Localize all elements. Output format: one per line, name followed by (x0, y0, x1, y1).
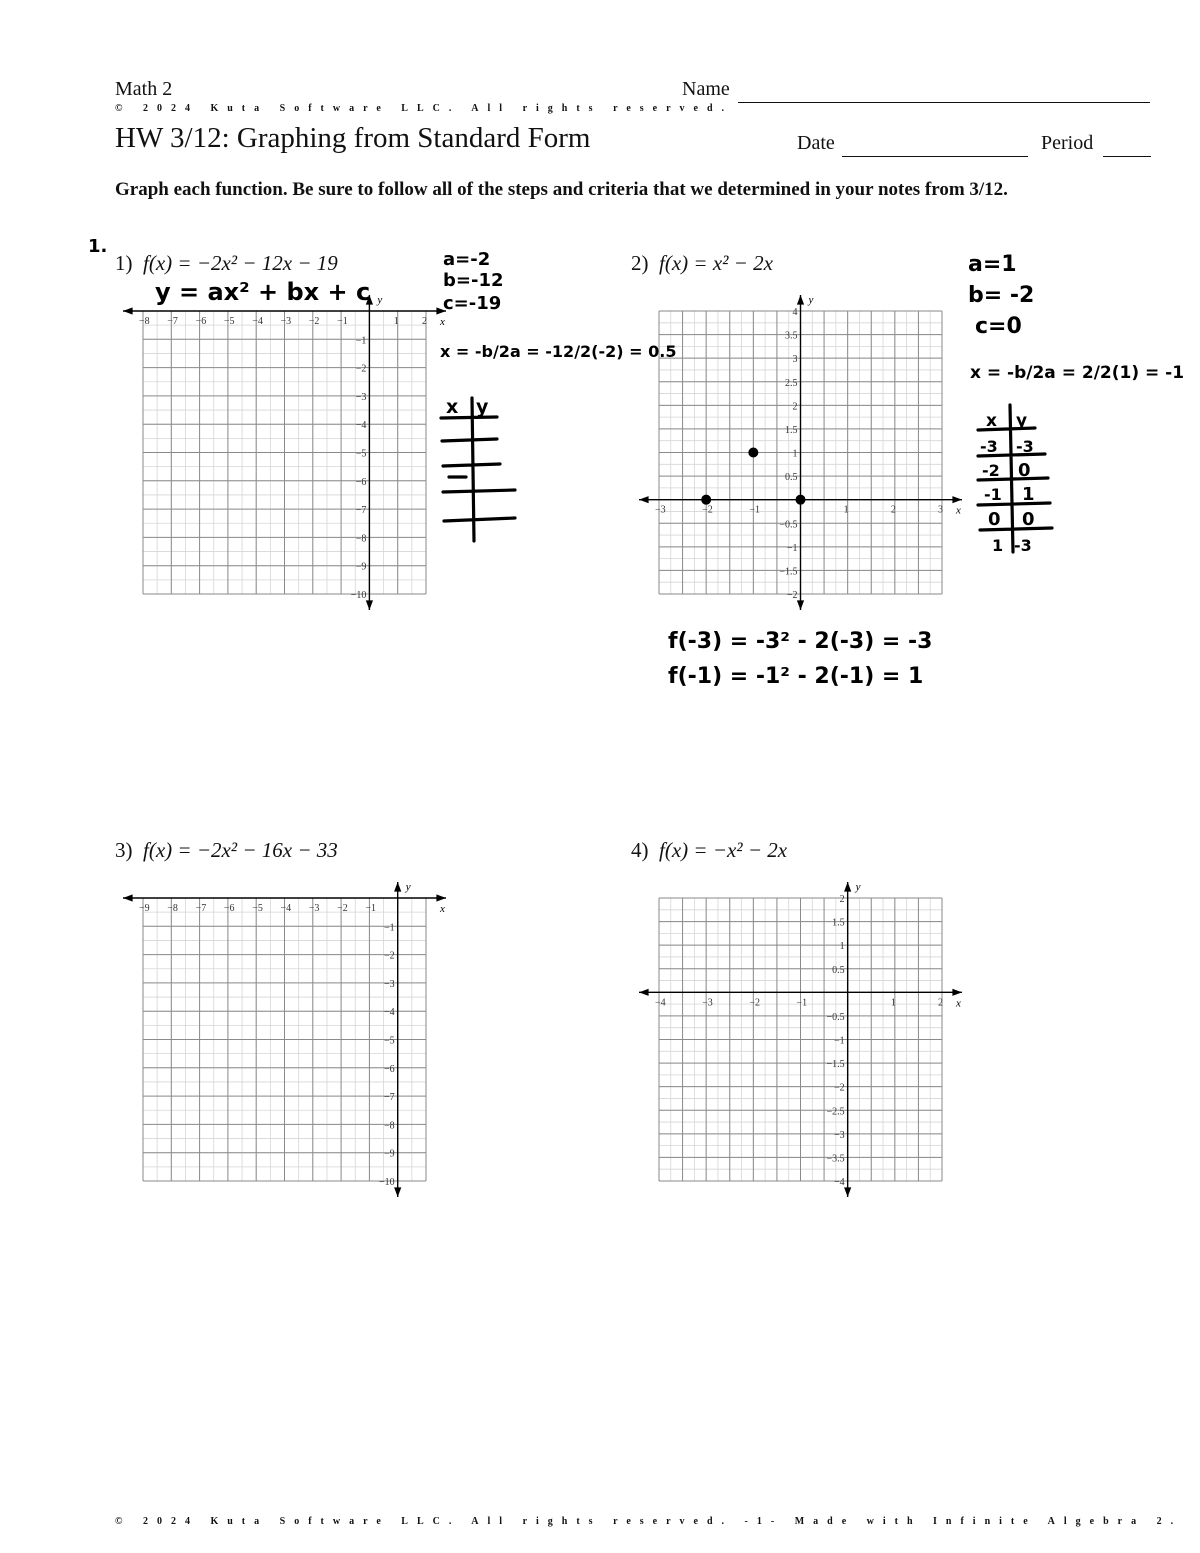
x-tick-label: −3 (702, 997, 713, 1009)
hw-p2-r5y: -3 (1014, 536, 1032, 555)
hw-p2-c: c=0 (975, 314, 1022, 339)
problem-function: f(x) = −2x² − 12x − 19 (143, 251, 338, 275)
hw-mark: 1. (88, 236, 108, 257)
x-tick-label: −1 (365, 903, 377, 914)
x-tick-label: −2 (749, 997, 760, 1009)
x-tick-label: 1 (393, 316, 399, 327)
y-axis-label: y (377, 294, 383, 306)
y-tick-label: −2 (786, 590, 798, 601)
x-tick-label: 1 (843, 504, 849, 516)
hw-p1-table-y: y (476, 396, 489, 418)
y-tick-label: 1 (839, 941, 845, 953)
x-tick-label: −3 (308, 903, 320, 914)
course-name: Math 2 (115, 78, 173, 100)
x-axis-label: x (440, 316, 445, 328)
hw-p2-r3x: -1 (984, 485, 1002, 504)
x-tick-label: 3 (938, 504, 943, 516)
hw-p2-r2y: 0 (1018, 460, 1031, 481)
y-tick-label: −1 (384, 922, 395, 934)
y-tick-label: −0.5 (826, 1011, 845, 1023)
hw-p2-r1y: -3 (1016, 437, 1034, 456)
x-tick-label: −7 (195, 903, 207, 914)
y-tick-label: −5 (355, 448, 367, 460)
x-tick-label: 2 (422, 316, 427, 327)
x-tick-label: −2 (337, 903, 348, 914)
x-tick-label: −4 (280, 903, 292, 914)
date-label: Date (797, 132, 835, 154)
y-tick-label: −7 (355, 505, 367, 517)
y-tick-label: 4 (792, 307, 798, 318)
y-tick-label: 2 (792, 401, 798, 413)
y-tick-label: −6 (384, 1063, 395, 1075)
y-tick-label: −2 (384, 950, 395, 962)
period-label: Period (1041, 132, 1094, 154)
x-tick-label: −2 (702, 504, 713, 516)
copyright-notice: © 2024 Kuta Software LLC. All rights reserved. (115, 103, 734, 114)
hw-general-form: y = ax² + bx + c (155, 278, 371, 306)
y-tick-label: −10 (350, 590, 367, 601)
y-tick-label: 1.5 (785, 424, 798, 436)
x-tick-label: −1 (749, 504, 760, 516)
hw-p2-eval-2: f(-1) = -1² - 2(-1) = 1 (668, 664, 924, 689)
y-tick-label: 3 (792, 354, 798, 366)
x-tick-label: −1 (796, 997, 808, 1009)
y-tick-label: −9 (355, 561, 367, 573)
y-tick-label: −3 (834, 1129, 845, 1141)
y-tick-label: −9 (384, 1148, 395, 1160)
y-tick-label: 1 (792, 448, 798, 460)
problem-number: 1) (115, 251, 133, 275)
y-tick-label: −0.5 (779, 519, 798, 531)
y-tick-label: −3.5 (826, 1153, 845, 1165)
hw-p2-b: b= -2 (968, 283, 1035, 308)
y-tick-label: −1 (786, 542, 798, 554)
x-tick-label: −4 (252, 316, 263, 327)
y-tick-label: −2.5 (826, 1106, 845, 1118)
hw-p1-b: b=-12 (443, 270, 504, 291)
x-tick-label: 2 (890, 504, 896, 516)
x-tick-label: −6 (223, 903, 235, 914)
hw-p2-table-x: x (986, 411, 997, 431)
hw-p2-r4y: 0 (1022, 509, 1035, 530)
worksheet-title: HW 3/12: Graphing from Standard Form (115, 122, 591, 154)
y-tick-label: −1.5 (826, 1059, 845, 1071)
y-tick-label: −7 (384, 1092, 395, 1104)
y-tick-label: −4 (355, 420, 367, 432)
x-tick-label: −3 (280, 316, 292, 327)
x-tick-label: −5 (223, 316, 235, 327)
x-tick-label: −5 (252, 903, 263, 914)
hw-p2-r4x: 0 (988, 509, 1001, 530)
x-tick-label: −1 (337, 316, 348, 327)
hw-p2-r2x: -2 (982, 461, 1000, 480)
hw-p1-table (441, 396, 515, 541)
x-tick-label: −3 (655, 504, 666, 516)
y-tick-label: −1 (355, 335, 367, 347)
problem-function: f(x) = x² − 2x (659, 251, 773, 275)
footer: © 2024 Kuta Software LLC. All rights reserved. -1- Made with Infinite Algebra 2. (115, 1516, 1183, 1527)
x-axis-label: x (956, 504, 961, 517)
x-axis-label: x (956, 997, 961, 1010)
hw-p2-a: a=1 (968, 252, 1017, 277)
y-tick-label: −8 (355, 533, 367, 545)
x-axis-label: x (440, 903, 445, 915)
x-tick-label: −9 (139, 903, 150, 914)
y-tick-label: −3 (384, 978, 395, 990)
y-tick-label: −2 (834, 1082, 845, 1094)
y-axis-label: y (405, 881, 411, 893)
y-tick-label: −4 (384, 1007, 395, 1019)
problem-number: 3) (115, 838, 133, 862)
x-tick-label: −8 (139, 316, 150, 327)
y-tick-label: 0.5 (785, 472, 798, 484)
hw-p1-table-x: x (446, 396, 459, 418)
y-tick-label: −2 (355, 363, 367, 375)
x-tick-label: −4 (655, 997, 666, 1009)
hw-p2-r3y: 1 (1022, 484, 1035, 505)
y-tick-label: 3.5 (785, 330, 798, 342)
x-tick-label: 1 (890, 997, 896, 1009)
y-axis-label: y (808, 294, 814, 306)
hw-p2-r1x: -3 (980, 437, 998, 456)
hw-p2-table (978, 405, 1052, 555)
name-label: Name (682, 78, 730, 100)
y-tick-label: −8 (384, 1120, 395, 1132)
y-tick-label: 2.5 (785, 377, 798, 389)
problem-number: 4) (631, 838, 649, 862)
y-tick-label: −4 (834, 1177, 845, 1188)
hw-p1-a: a=-2 (443, 249, 491, 270)
hw-p2-r5x: 1 (992, 536, 1004, 555)
hw-p2-eval-1: f(-3) = -3² - 2(-3) = -3 (668, 629, 933, 654)
problem-function: f(x) = −2x² − 16x − 33 (143, 838, 338, 862)
hw-p1-vertex: x = -b/2a = -12/2(-2) = 0.5 (440, 342, 677, 361)
y-tick-label: 2 (839, 894, 845, 905)
x-tick-label: −2 (308, 316, 320, 327)
y-tick-label: −1.5 (779, 566, 798, 578)
x-tick-label: −8 (167, 903, 178, 914)
y-tick-label: 0.5 (832, 964, 845, 976)
problem-function: f(x) = −x² − 2x (659, 838, 788, 862)
x-tick-label: −6 (195, 316, 207, 327)
hw-p2-vertex: x = -b/2a = 2/2(1) = -1 (970, 363, 1185, 383)
y-tick-label: −10 (379, 1177, 395, 1188)
hw-p2-table-y: y (1016, 411, 1028, 431)
problem-number: 2) (631, 251, 649, 275)
hw-p1-c: c=-19 (443, 293, 502, 314)
y-tick-label: −5 (384, 1035, 395, 1047)
instructions: Graph each function. Be sure to follow all of the steps and criteria that we determined in your notes from 3/12. (115, 179, 1008, 200)
x-tick-label: −7 (167, 316, 178, 327)
y-tick-label: −6 (355, 476, 367, 488)
y-tick-label: −3 (355, 391, 367, 403)
y-tick-label: 1.5 (832, 917, 845, 929)
y-tick-label: −1 (834, 1035, 845, 1047)
y-axis-label: y (855, 881, 861, 893)
x-tick-label: 2 (938, 997, 943, 1009)
